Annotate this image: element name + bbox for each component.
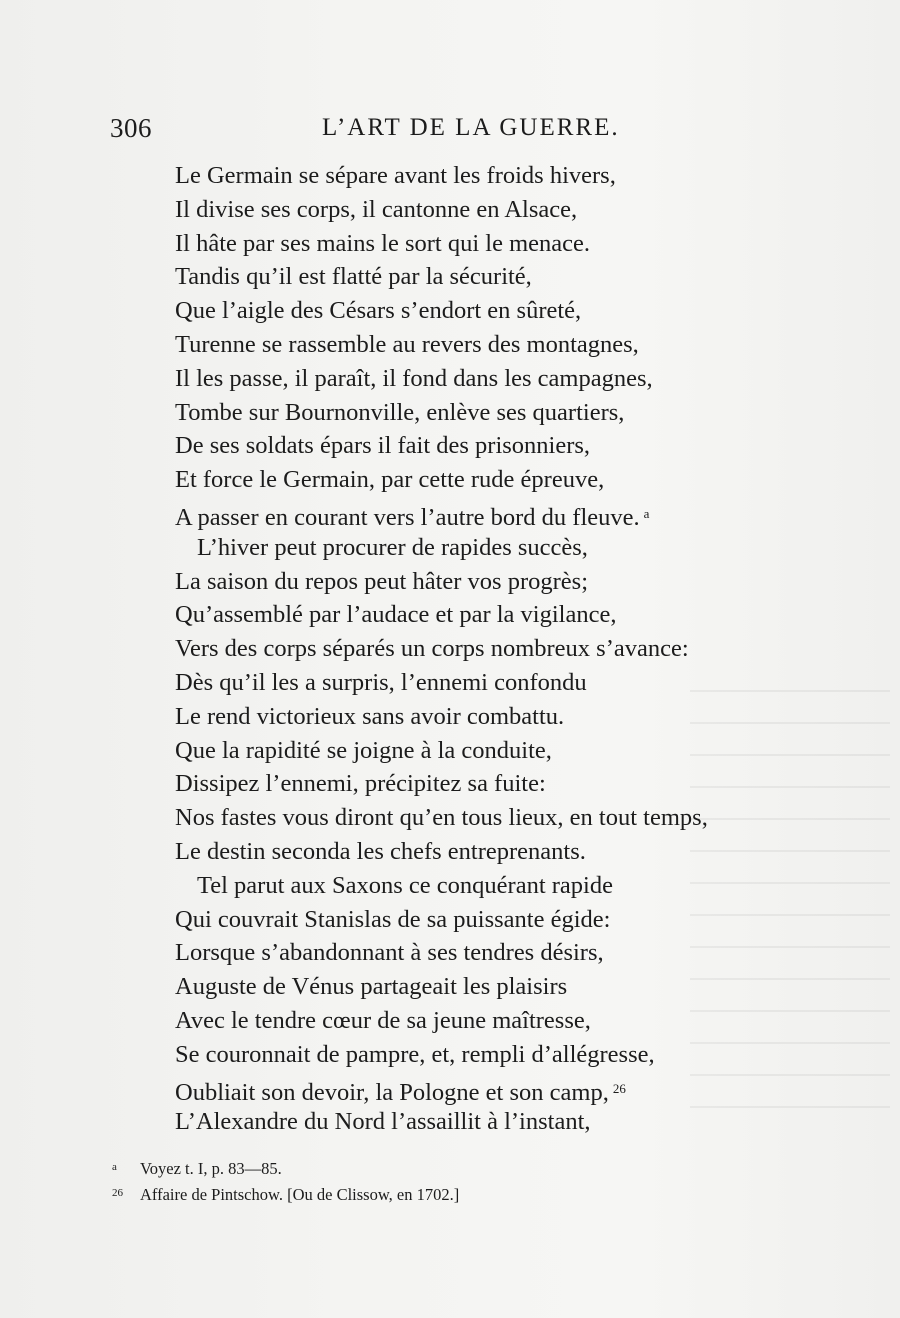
verse-text: Auguste de Vénus partageait les plaisirs bbox=[175, 973, 568, 1001]
footnote bbox=[112, 1181, 459, 1207]
footnote bbox=[112, 1155, 459, 1181]
verse-line bbox=[175, 463, 708, 497]
verse-text: Avec le tendre cœur de sa jeune maîtresse, bbox=[175, 1006, 591, 1034]
verse-line bbox=[175, 294, 708, 328]
verse-text: Que l’aigle des Césars s’endort en sûreté, bbox=[175, 297, 582, 325]
verse-text: Oubliait son devoir, la Pologne et son camp, bbox=[175, 1078, 609, 1106]
verse-text: L’hiver peut procurer de rapides succès, bbox=[197, 533, 588, 561]
verse-text: Que la rapidité se joigne à la conduite, bbox=[175, 736, 552, 764]
verse-line bbox=[175, 159, 708, 193]
verse-text: Tel parut aux Saxons ce conquérant rapide bbox=[197, 871, 613, 899]
verse-line bbox=[175, 227, 708, 261]
verse-text: Tombe sur Bournonville, enlève ses quartiers, bbox=[175, 398, 625, 426]
verse-text: Dès qu’il les a surpris, l’ennemi confondu bbox=[175, 668, 587, 696]
verse-line bbox=[175, 1105, 708, 1139]
verse-text: Tandis qu’il est flatté par la sécurité, bbox=[175, 263, 532, 291]
verse-text: De ses soldats épars il fait des prisonniers, bbox=[175, 432, 591, 460]
verse-text: Lorsque s’abandonnant à ses tendres désirs, bbox=[175, 939, 604, 967]
footnote-reference: 26 bbox=[612, 1080, 626, 1096]
show-through-texture bbox=[690, 690, 890, 1110]
verse-text: Qu’assemblé par l’audace et par la vigilance, bbox=[175, 601, 617, 629]
footnote-mark: a bbox=[112, 1161, 117, 1173]
verse-line bbox=[175, 429, 708, 463]
verse-line bbox=[175, 260, 708, 294]
verse-text: La saison du repos peut hâter vos progrès; bbox=[175, 567, 588, 595]
verse-line bbox=[175, 598, 708, 632]
verse-text: L’Alexandre du Nord l’assaillit à l’instant, bbox=[175, 1108, 591, 1136]
footnote-text: Voyez t. I, p. 83—85. bbox=[140, 1159, 282, 1178]
verse-text: Dissipez l’ennemi, précipitez sa fuite: bbox=[175, 770, 546, 798]
verse-line bbox=[175, 1072, 708, 1106]
verse-line bbox=[175, 869, 708, 903]
poem-verses bbox=[175, 159, 708, 1139]
verse-text: Le Germain se sépare avant les froids hivers, bbox=[175, 162, 616, 189]
verse-line bbox=[175, 632, 708, 666]
verse-text: Se couronnait de pampre, et, rempli d’allégresse, bbox=[175, 1040, 655, 1068]
footnote-text: Affaire de Pintschow. [Ou de Clissow, en 1702.] bbox=[140, 1185, 460, 1204]
verse-text: Turenne se rassemble au revers des montagnes, bbox=[175, 330, 639, 358]
verse-line bbox=[175, 666, 708, 700]
verse-text: Il les passe, il paraît, il fond dans les campagnes, bbox=[175, 364, 653, 392]
verse-text: Et force le Germain, par cette rude épreuve, bbox=[175, 466, 605, 494]
verse-line bbox=[175, 362, 708, 396]
verse-text: A passer en courant vers l’autre bord du fleuve. bbox=[175, 503, 640, 531]
verse-text: Qui couvrait Stanislas de sa puissante égide: bbox=[175, 905, 611, 933]
verse-line bbox=[175, 565, 708, 599]
verse-line bbox=[175, 970, 708, 1004]
footnote-reference: a bbox=[643, 505, 650, 521]
verse-text: Il divise ses corps, il cantonne en Alsace, bbox=[175, 195, 578, 223]
verse-line bbox=[175, 700, 708, 734]
verse-line bbox=[175, 801, 708, 835]
verse-line bbox=[175, 396, 708, 430]
verse-text: Vers des corps séparés un corps nombreux s’avance: bbox=[175, 635, 689, 663]
verse-line bbox=[175, 193, 708, 227]
verse-text: Le rend victorieux sans avoir combattu. bbox=[175, 702, 565, 730]
verse-line bbox=[175, 1038, 708, 1072]
running-title: L’ART DE LA GUERRE. bbox=[322, 114, 620, 141]
verse-line bbox=[175, 1004, 708, 1038]
verse-line bbox=[175, 936, 708, 970]
verse-line bbox=[175, 734, 708, 768]
verse-line bbox=[175, 531, 708, 565]
page-number: 306 bbox=[110, 113, 152, 143]
footnote-mark: 26 bbox=[112, 1187, 123, 1199]
verse-line bbox=[175, 328, 708, 362]
verse-text: Le destin seconda les chefs entreprenants. bbox=[175, 837, 586, 865]
verse-text: Nos fastes vous diront qu’en tous lieux, en tout temps, bbox=[175, 804, 708, 832]
verse-line bbox=[175, 903, 708, 937]
verse-text: Il hâte par ses mains le sort qui le menace. bbox=[175, 229, 590, 257]
verse-line bbox=[175, 835, 708, 869]
verse-line bbox=[175, 497, 708, 531]
footnotes bbox=[112, 1155, 459, 1207]
verse-line bbox=[175, 767, 708, 801]
